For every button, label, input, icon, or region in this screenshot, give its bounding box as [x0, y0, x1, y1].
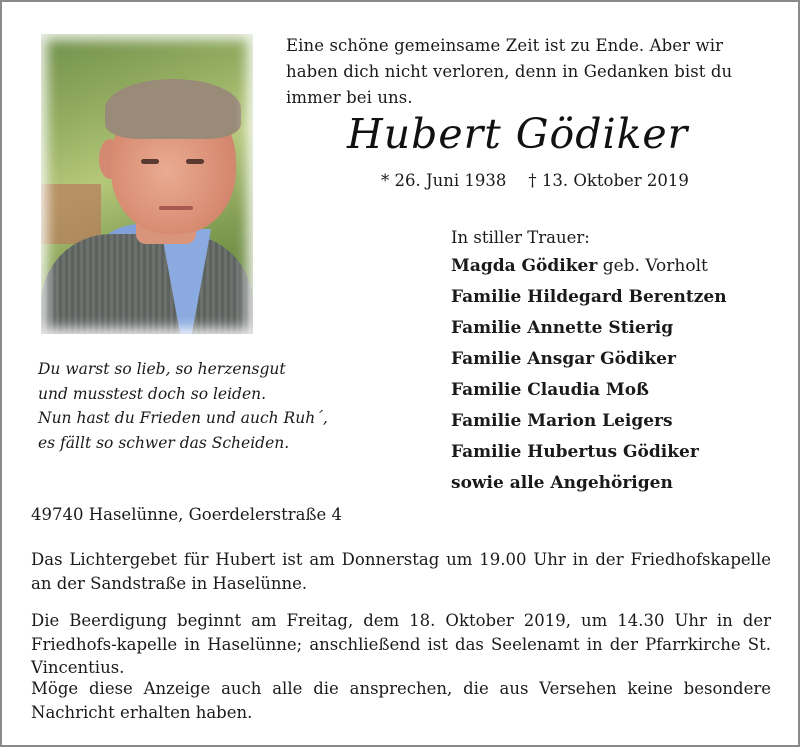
funeral-info: Die Beerdigung beginnt am Freitag, dem 18. Oktober 2019, um 14.30 Uhr in der Friedhofs-kapelle in Haselünne; anschließend ist das Seelenamt in der Pfarrkirche St. Vincentius. — [31, 611, 771, 677]
poem — [38, 357, 328, 455]
mourner-item: Familie Claudia Moß — [451, 380, 649, 400]
poem-line: Du warst so lieb, so herzensgut — [38, 360, 286, 378]
closing-note: Möge diese Anzeige auch alle die ansprechen, die aus Versehen keine besondere Nachricht erhalten haben. — [31, 679, 771, 722]
mourners-list — [451, 225, 727, 499]
death-date: † 13. Oktober 2019 — [528, 171, 689, 190]
mourning-label: In stiller Trauer: — [451, 228, 590, 247]
address: 49740 Haselünne, Goerdelerstraße 4 — [31, 505, 342, 524]
mourner-item: Familie Ansgar Gödiker — [451, 349, 676, 369]
life-dates — [381, 171, 689, 190]
portrait-photo — [41, 34, 253, 334]
mourner-item: Magda Gödiker geb. Vorholt — [451, 256, 708, 276]
mourner-item: Familie Hubertus Gödiker — [451, 442, 699, 462]
poem-line: und musstest doch so leiden. — [38, 384, 267, 403]
mourner-item: Familie Annette Stierig — [451, 318, 674, 338]
mourner-item: Familie Hildegard Berentzen — [451, 287, 727, 307]
poem-line: Nun hast du Frieden und auch Ruh´, — [38, 409, 328, 427]
mourner-item: sowie alle Angehörigen — [451, 473, 673, 493]
prayer-info: Das Lichtergebet für Hubert ist am Donnerstag um 19.00 Uhr in der Friedhofskapelle an der Sandstraße in Haselünne. — [31, 550, 771, 593]
intro-text: Eine schöne gemeinsame Zeit ist zu Ende. Aber wir haben dich nicht verloren, denn in Gedanken bist du immer bei uns. — [286, 36, 733, 107]
deceased-name: Hubert Gödiker — [347, 110, 689, 158]
mourner-item: Familie Marion Leigers — [451, 411, 673, 431]
poem-line: es fällt so schwer das Scheiden. — [38, 433, 290, 452]
birth-date: * 26. Juni 1938 — [381, 171, 507, 190]
